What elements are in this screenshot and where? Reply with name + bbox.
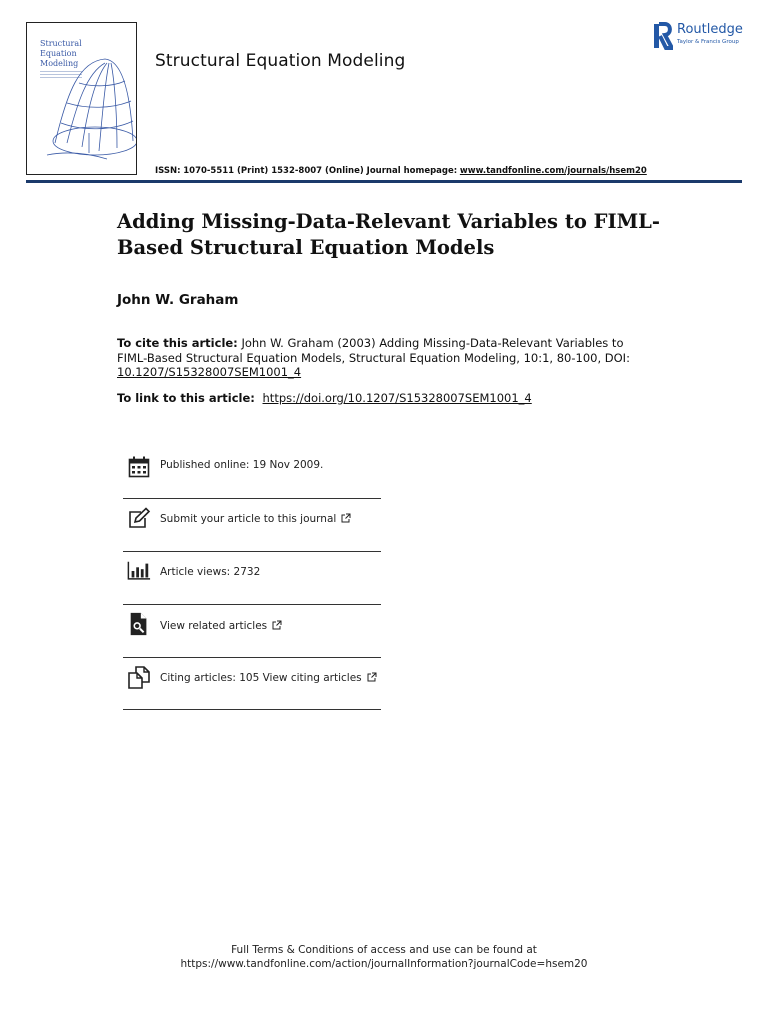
submit-article-text: Submit your article to this journal (160, 513, 337, 525)
cover-title-line: Equation (40, 49, 77, 58)
related-articles-link[interactable] (160, 620, 282, 632)
cover-graphic (27, 23, 137, 175)
related-articles-row[interactable] (123, 614, 381, 658)
search-document-icon (127, 612, 151, 636)
article-views-text: Article views: 2732 (160, 566, 261, 578)
cover-title-line: Modeling (40, 59, 79, 68)
row-divider (123, 498, 381, 499)
published-online-row (123, 455, 381, 499)
footer-terms-link[interactable]: https://www.tandfonline.com/action/journalInformation?journalCode=hsem20 (180, 958, 588, 970)
article-title: Adding Missing-Data-Relevant Variables to FIML-Based Structural Equation Models (117, 210, 660, 259)
issn-text: 1070-5511 (Print) 1532-8007 (Online) Journal homepage: (183, 166, 458, 176)
journal-cover-image (26, 22, 137, 175)
documents-icon (127, 665, 151, 689)
routledge-logo-icon (653, 22, 673, 50)
row-divider (123, 657, 381, 658)
row-divider (123, 604, 381, 605)
issn-line (155, 166, 647, 176)
cover-title-line: Structural (40, 39, 82, 48)
article-views-row (123, 561, 381, 605)
citing-articles-text: Citing articles: 105 View citing articles (160, 672, 362, 684)
calendar-icon (127, 455, 151, 479)
bar-chart-icon (127, 559, 151, 583)
submit-article-link[interactable] (160, 513, 351, 525)
journal-homepage-link[interactable]: www.tandfonline.com/journals/hsem20 (459, 166, 647, 176)
submit-article-row[interactable] (123, 508, 381, 552)
link-label: To link to this article: (117, 391, 255, 405)
external-link-icon (341, 513, 351, 523)
published-online-text: Published online: 19 Nov 2009. (160, 459, 324, 471)
citing-articles-row[interactable] (123, 666, 381, 710)
related-articles-text: View related articles (160, 620, 268, 632)
publisher-name: Routledge (677, 22, 743, 37)
cite-doi-link[interactable]: 10.1207/S15328007SEM1001_4 (117, 365, 302, 379)
article-author: John W. Graham (117, 292, 239, 308)
row-divider (123, 709, 381, 710)
citation-block (117, 336, 657, 380)
edit-icon (127, 507, 151, 531)
cite-label: To cite this article: (117, 336, 238, 350)
publisher-logo[interactable] (653, 22, 748, 52)
article-doi-link[interactable]: https://doi.org/10.1207/S15328007SEM1001_4 (262, 391, 532, 405)
article-link-block (117, 391, 657, 406)
row-divider (123, 551, 381, 552)
external-link-icon (272, 620, 282, 630)
external-link-icon (367, 672, 377, 682)
citing-articles-link[interactable] (160, 672, 377, 684)
footer-line-1: Full Terms & Conditions of access and use can be found at (231, 944, 537, 956)
footer-terms (0, 943, 768, 971)
issn-label: ISSN: (155, 166, 181, 176)
cite-text: John W. Graham (2003) Adding Missing-Data-Relevant Variables to FIML-Based Structural Equation Models, Structural Equation Modeling, 10:1, 80-100, DOI: (117, 336, 630, 365)
journal-title: Structural Equation Modeling (155, 51, 406, 71)
publisher-tagline: Taylor & Francis Group (677, 39, 739, 45)
header-divider (26, 180, 742, 183)
